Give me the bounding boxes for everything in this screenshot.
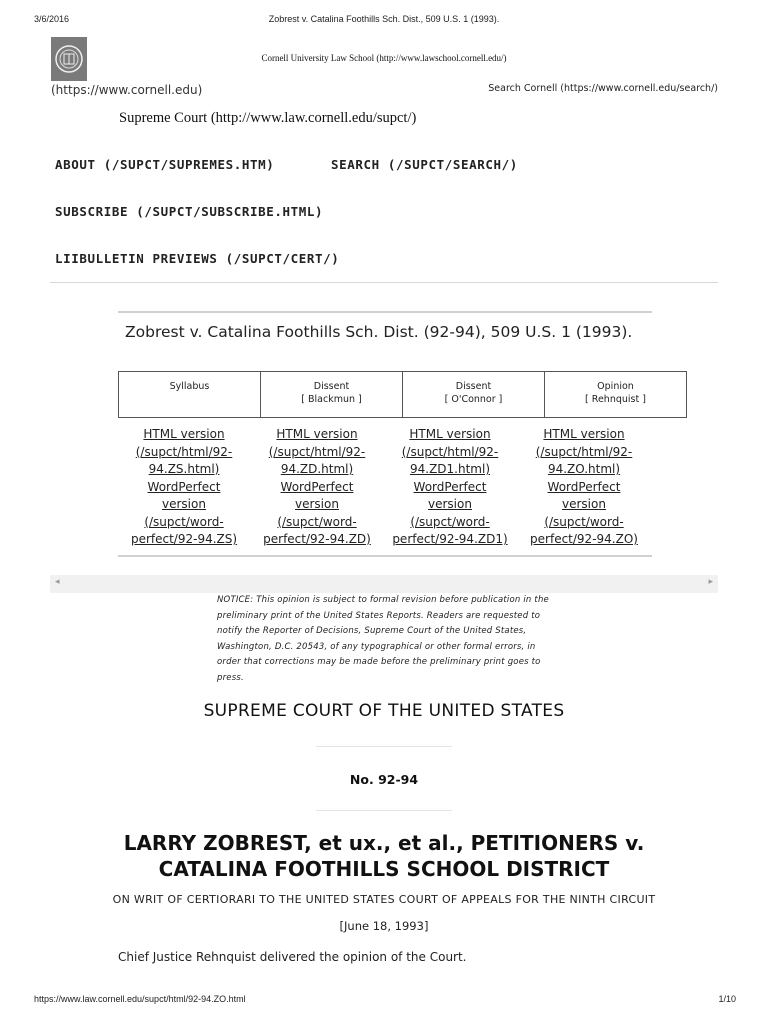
- case-parties: LARRY ZOBREST, et ux., et al., PETITIONERS v. CATALINA FOOTHILLS SCHOOL DISTRICT: [123, 831, 645, 881]
- header-divider: [50, 282, 718, 283]
- version-header-dissent-oconnor: [403, 372, 545, 418]
- docket-number: No. 92-94: [349, 772, 419, 787]
- version-author: [ Blackmun ]: [301, 394, 362, 405]
- scroll-left-icon[interactable]: ◂: [55, 577, 60, 587]
- case-bottom-rule: [118, 555, 652, 557]
- nav-about[interactable]: ABOUT (/SUPCT/SUPREMES.HTM): [55, 157, 275, 172]
- search-cornell-link[interactable]: Search Cornell (https://www.cornell.edu/search/): [488, 83, 718, 94]
- version-type: Dissent: [455, 381, 492, 392]
- docket-rule-bottom: [316, 810, 452, 811]
- version-header-opinion-rehnquist: [545, 372, 687, 418]
- wordperfect-version-link[interactable]: WordPerfect version (/supct/word-perfect/92-94.ZD1): [392, 479, 508, 546]
- nav-bulletin-previews[interactable]: LIIBULLETIN PREVIEWS (/SUPCT/CERT/): [55, 251, 340, 266]
- wordperfect-version-link[interactable]: WordPerfect version (/supct/word-perfect/92-94.ZO): [530, 479, 638, 546]
- print-date: 3/6/2016: [34, 14, 70, 24]
- case-top-rule: [118, 311, 652, 313]
- version-author: [ O'Connor ]: [444, 394, 503, 405]
- html-version-link[interactable]: HTML version (/supct/html/92-94.ZO.html): [535, 427, 633, 476]
- versions-table: [118, 371, 687, 418]
- notice-text: NOTICE: This opinion is subject to formal revision before publication in the preliminary print of the United States Reports. Readers are requested to notify the Reporter of Decisions, Supreme Court of the United States, Washington, D.C. 20543, of any typographical or other formal errors, in order that corrections may be made before the preliminary print goes to press.: [217, 595, 549, 683]
- cornell-home-link[interactable]: (https://www.cornell.edu): [51, 83, 203, 97]
- court-heading: SUPREME COURT OF THE UNITED STATES: [203, 701, 565, 721]
- print-page-count: 1/10: [718, 994, 736, 1004]
- dissent-blackmun-links: [257, 426, 377, 549]
- version-type: Dissent: [313, 381, 350, 392]
- nav-subscribe[interactable]: SUBSCRIBE (/SUPCT/SUBSCRIBE.HTML): [55, 204, 324, 219]
- delivered-by: Chief Justice Rehnquist delivered the opinion of the Court.: [118, 950, 467, 964]
- html-version-link[interactable]: HTML version (/supct/html/92-94.ZS.html): [135, 427, 233, 476]
- docket-rule-top: [316, 746, 452, 747]
- nav-search[interactable]: SEARCH (/SUPCT/SEARCH/): [331, 157, 518, 172]
- dissent-oconnor-links: [390, 426, 510, 549]
- syllabus-links: [124, 426, 244, 549]
- writ-line: ON WRIT OF CERTIORARI TO THE UNITED STATES COURT OF APPEALS FOR THE NINTH CIRCUIT: [112, 893, 656, 906]
- print-footer-url: https://www.law.cornell.edu/supct/html/92-94.ZO.html: [34, 994, 246, 1004]
- opinion-rehnquist-links: [524, 426, 644, 549]
- print-doc-title: Zobrest v. Catalina Foothills Sch. Dist., 509 U.S. 1 (1993).: [268, 14, 500, 24]
- version-author: [ Rehnquist ]: [585, 394, 646, 405]
- wordperfect-version-link[interactable]: WordPerfect version (/supct/word-perfect/92-94.ZD): [263, 479, 371, 546]
- version-type: Opinion: [597, 381, 634, 392]
- scroll-right-icon[interactable]: ▸: [708, 577, 713, 587]
- supreme-court-link[interactable]: Supreme Court (http://www.law.cornell.edu/supct/): [119, 110, 417, 126]
- version-type: Syllabus: [169, 381, 210, 392]
- html-version-link[interactable]: HTML version (/supct/html/92-94.ZD.html): [268, 427, 366, 476]
- horizontal-scrollbar[interactable]: [50, 575, 718, 593]
- university-link[interactable]: Cornell University Law School (http://www.lawschool.cornell.edu/): [261, 53, 507, 63]
- case-title: Zobrest v. Catalina Foothills Sch. Dist. (92-94), 509 U.S. 1 (1993).: [125, 323, 633, 341]
- version-header-dissent-blackmun: [261, 372, 403, 418]
- wordperfect-version-link[interactable]: WordPerfect version (/supct/word-perfect/92-94.ZS): [130, 479, 238, 546]
- html-version-link[interactable]: HTML version (/supct/html/92-94.ZD1.html): [401, 427, 499, 476]
- decision-date: [June 18, 1993]: [339, 919, 429, 933]
- version-header-syllabus: [119, 372, 261, 418]
